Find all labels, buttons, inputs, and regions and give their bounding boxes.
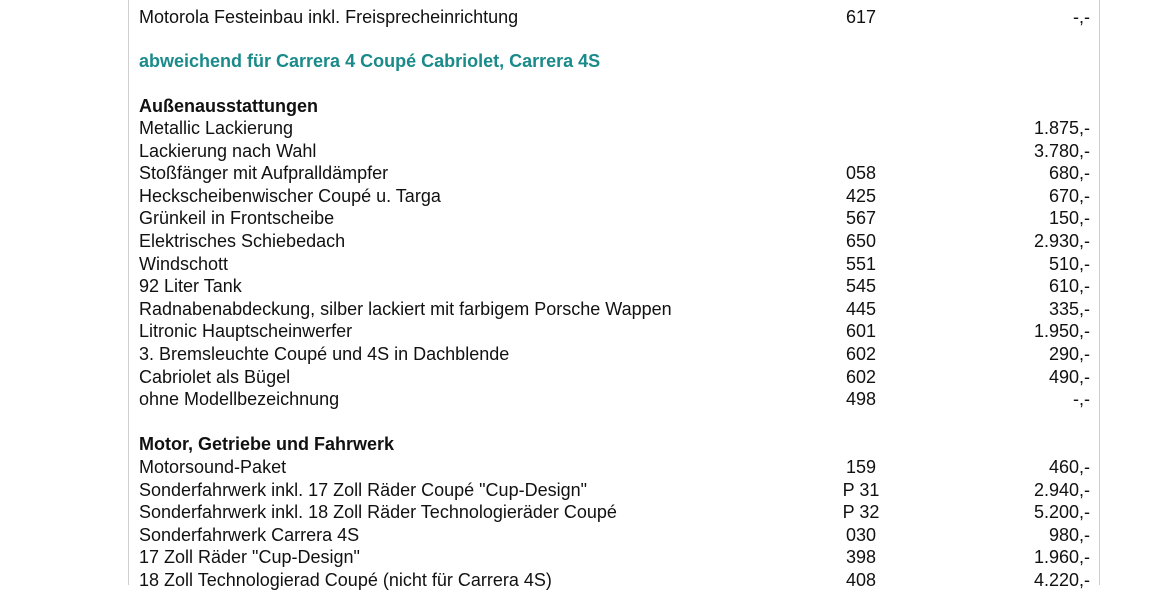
item-code: 545 [845, 276, 877, 297]
item-code: 498 [845, 389, 877, 410]
table-row [0, 479, 1170, 501]
table-row [0, 253, 1170, 275]
item-description: 17 Zoll Räder "Cup-Design" [139, 547, 360, 568]
item-price: 510,- [1048, 253, 1090, 274]
item-price: 5.200,- [1033, 502, 1090, 523]
table-row [0, 320, 1170, 342]
item-price: 3.780,- [1033, 140, 1090, 161]
table-row [0, 230, 1170, 252]
item-price: 1.875,- [1033, 118, 1090, 138]
item-price: -,- [1073, 389, 1090, 410]
item-code: 030 [845, 524, 877, 545]
item-code: 617 [845, 7, 877, 27]
table-row [0, 501, 1170, 523]
item-description: 92 Liter Tank [139, 276, 242, 297]
item-price: 610,- [1048, 276, 1090, 297]
item-price: 980,- [1048, 524, 1090, 545]
table-row [0, 140, 1170, 162]
item-description: Heckscheibenwischer Coupé u. Targa [139, 185, 441, 206]
table-row [0, 366, 1170, 388]
item-code: 650 [845, 231, 877, 251]
item-description: Lackierung nach Wahl [139, 140, 317, 161]
item-code: P 31 [842, 479, 880, 500]
item-description: 18 Zoll Technologierad Coupé (nicht für Carrera 4S) [139, 570, 552, 590]
item-description: Radnabenabdeckung, silber lackiert mit farbigem Porsche Wappen [139, 298, 672, 319]
item-code: 567 [845, 208, 877, 229]
table-row [0, 388, 1170, 410]
item-description: Cabriolet als Bügel [139, 366, 291, 387]
item-price: 670,- [1048, 185, 1090, 206]
item-description: Motorola Festeinbau inkl. Freisprecheinrichtung [139, 7, 519, 27]
item-description: Windschott [139, 253, 229, 274]
variant-heading: abweichend für Carrera 4 Coupé Cabriolet, Carrera 4S [139, 51, 601, 71]
table-row [0, 162, 1170, 184]
item-description: Metallic Lackierung [139, 118, 294, 138]
item-code: 602 [845, 344, 877, 364]
item-description: Sonderfahrwerk inkl. 18 Zoll Räder Technologieräder Coupé [139, 502, 617, 523]
table-row [0, 207, 1170, 229]
table-row [0, 569, 1170, 591]
item-price: 2.930,- [1033, 231, 1090, 251]
item-code: 398 [845, 547, 877, 568]
table-row [0, 546, 1170, 568]
item-description: Stoßfänger mit Aufpralldämpfer [139, 163, 389, 184]
item-description: Motorsound-Paket [139, 457, 287, 477]
item-price: 290,- [1048, 344, 1090, 364]
table-row [0, 6, 1170, 28]
item-price: 680,- [1048, 163, 1090, 184]
item-code: 425 [845, 185, 877, 206]
item-code: P 32 [842, 502, 880, 523]
item-description: Grünkeil in Frontscheibe [139, 208, 335, 229]
item-description: Elektrisches Schiebedach [139, 231, 346, 251]
section-heading-exterior: Außenausstattungen [139, 96, 319, 116]
item-price: 335,- [1048, 298, 1090, 319]
item-description: 3. Bremsleuchte Coupé und 4S in Dachblende [139, 344, 510, 364]
item-price: 460,- [1048, 457, 1090, 477]
item-price: 4.220,- [1033, 570, 1090, 590]
item-code: 551 [845, 253, 877, 274]
item-code: 159 [845, 457, 877, 477]
item-code: 602 [845, 366, 877, 387]
item-description: ohne Modellbezeichnung [139, 389, 340, 410]
item-price: 150,- [1048, 208, 1090, 229]
table-row [0, 275, 1170, 297]
item-code: 058 [845, 163, 877, 184]
item-description: Sonderfahrwerk inkl. 17 Zoll Räder Coupé "Cup-Design" [139, 479, 587, 500]
item-code: 445 [845, 298, 877, 319]
item-price: 1.960,- [1033, 547, 1090, 568]
table-row [0, 185, 1170, 207]
item-code: 408 [845, 570, 877, 590]
table-row [0, 298, 1170, 320]
table-row [0, 343, 1170, 365]
item-description: Litronic Hauptscheinwerfer [139, 321, 353, 342]
table-row [0, 117, 1170, 139]
item-description: Sonderfahrwerk Carrera 4S [139, 524, 360, 545]
item-code: 601 [845, 321, 877, 342]
section-heading-engine: Motor, Getriebe und Fahrwerk [139, 434, 395, 454]
table-row [0, 524, 1170, 546]
item-price: 1.950,- [1033, 321, 1090, 342]
item-price: 2.940,- [1033, 479, 1090, 500]
item-price: -,- [1073, 7, 1090, 27]
item-price: 490,- [1048, 366, 1090, 387]
table-row [0, 456, 1170, 478]
